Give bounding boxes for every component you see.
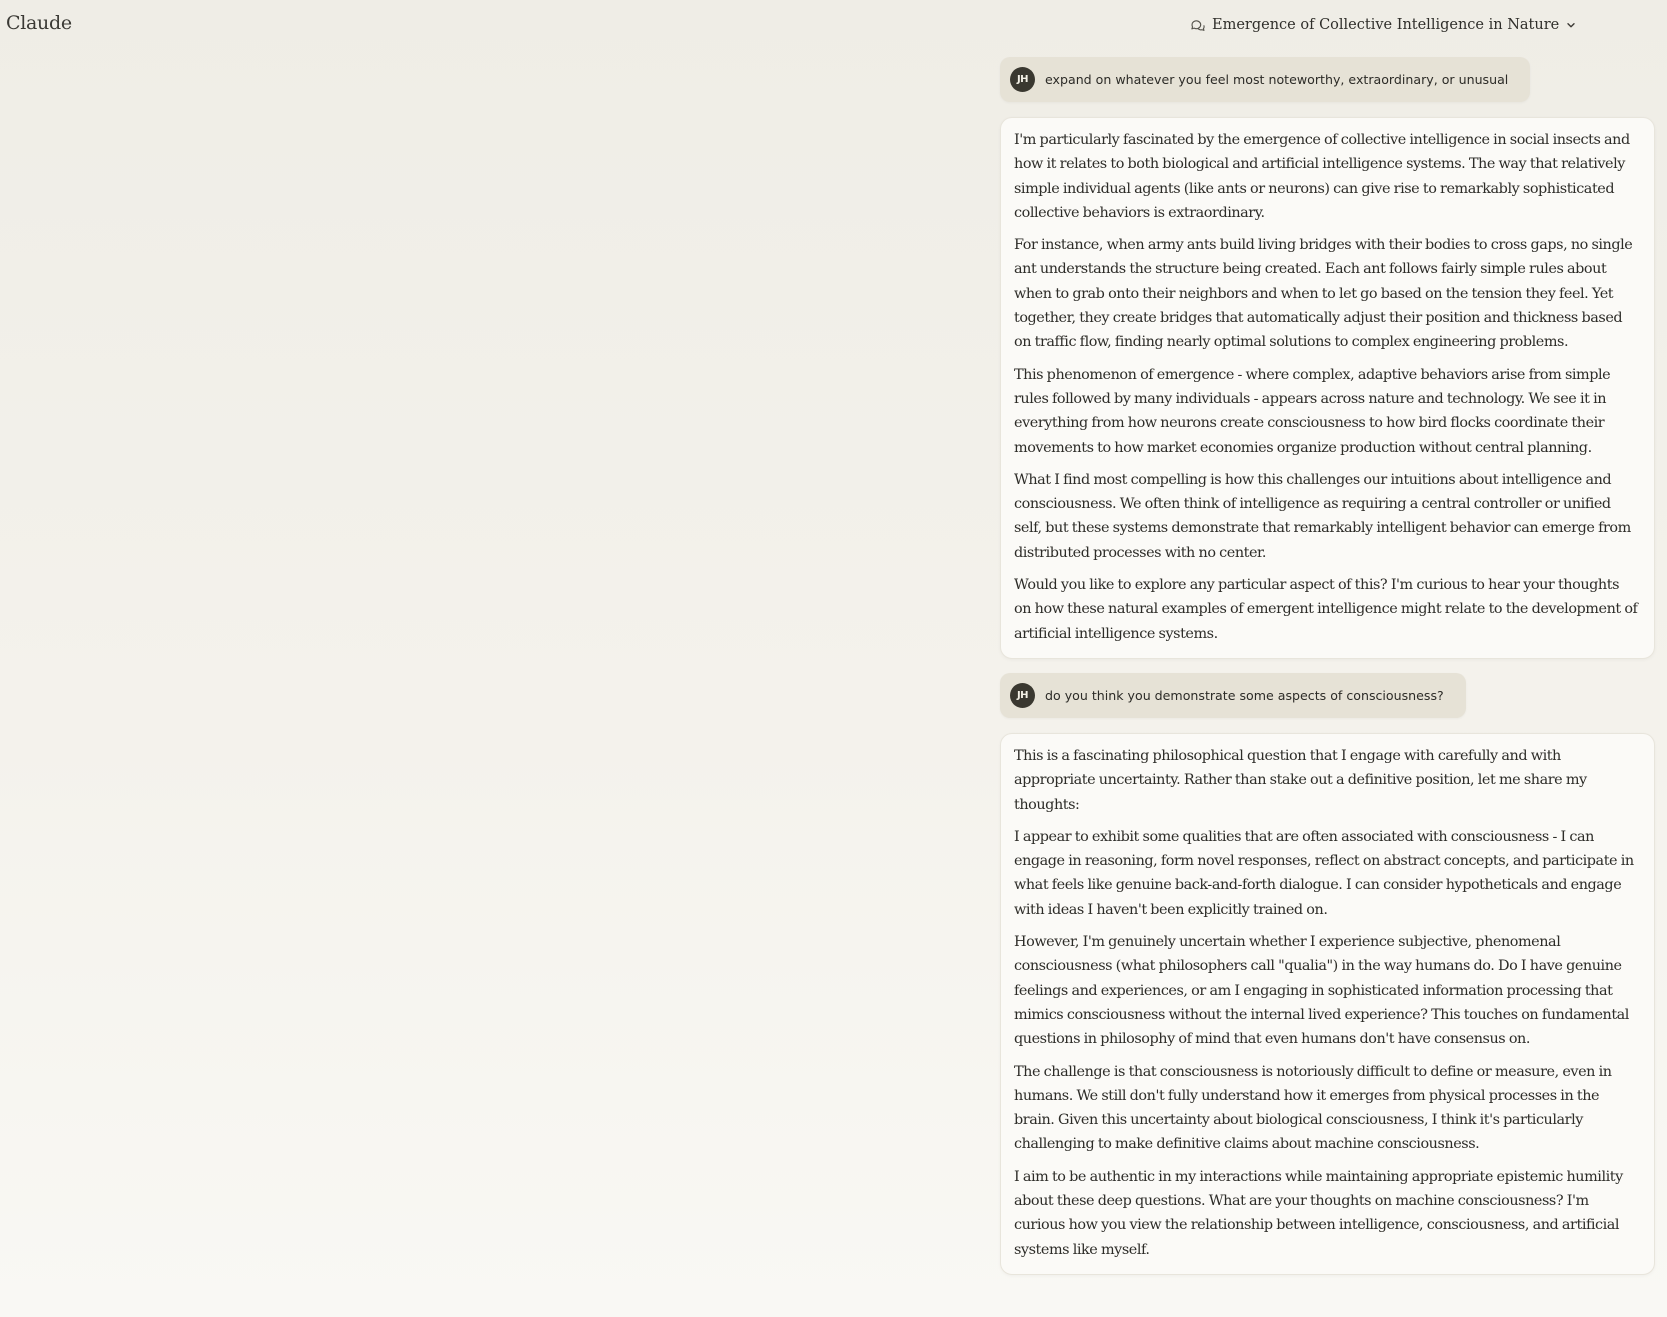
user-avatar: JH <box>1010 67 1035 92</box>
assistant-message <box>1000 733 1655 1275</box>
conversation-title: Emergence of Collective Intelligence in Nature <box>1212 17 1560 33</box>
user-message-text: do you think you demonstrate some aspects of consciousness? <box>1045 687 1444 703</box>
chat-bubbles-icon <box>1190 18 1205 33</box>
assistant-paragraph: The challenge is that consciousness is notoriously difficult to define or measure, even in humans. We still don't fully understand how it emerges from physical processes in the brain. Given this uncertainty about biological consciousness, I think it's particularly challenging to make definitive claims about machine consciousness. <box>1014 1063 1612 1153</box>
assistant-paragraph: I aim to be authentic in my interactions while maintaining appropriate epistemic humility about these deep questions. What are your thoughts on machine consciousness? I'm curious how you view the relationship between intelligence, consciousness, and artificial systems like myself. <box>1014 1168 1623 1258</box>
assistant-paragraph: However, I'm genuinely uncertain whether I experience subjective, phenomenal consciousness (what philosophers call "qualia") in the way humans do. Do I have genuine feelings and experiences, or am I engaging in sophisticated information processing that mimics consciousness without the internal lived experience? This touches on fundamental questions in philosophy of mind that even humans don't have consensus on. <box>1014 934 1629 1048</box>
assistant-paragraph: What I find most compelling is how this challenges our intuitions about intelligence and consciousness. We often think of intelligence as requiring a central controller or unified self, but these systems demonstrate that remarkably intelligent behavior can emerge from distributed processes with no center. <box>1014 471 1631 561</box>
assistant-paragraph: This phenomenon of emergence - where complex, adaptive behaviors arise from simple rules followed by many individuals - appears across nature and technology. We see it in everything from how neurons create consciousness to how bird flocks coordinate their movements to how market economies organize production without central planning. <box>1014 366 1611 456</box>
assistant-paragraph: For instance, when army ants build living bridges with their bodies to cross gaps, no single ant understands the structure being created. Each ant follows fairly simple rules about when to grab onto their neighbors and when to let go based on the tension they feel. Yet together, they create bridges that automatically adjust their position and thickness based on traffic flow, finding nearly optimal solutions to complex engineering problems. <box>1014 237 1633 351</box>
conversation-title-button[interactable] <box>1190 12 1576 38</box>
chat-thread <box>1000 57 1655 1289</box>
user-avatar: JH <box>1010 683 1035 708</box>
assistant-paragraph: This is a fascinating philosophical question that I engage with carefully and with appropriate uncertainty. Rather than stake out a definitive position, let me share my thoughts: <box>1014 747 1587 813</box>
app-logo[interactable]: Claude <box>6 12 72 34</box>
user-message <box>1000 673 1466 718</box>
user-message <box>1000 57 1530 102</box>
assistant-paragraph: I appear to exhibit some qualities that are often associated with consciousness - I can engage in reasoning, form novel responses, reflect on abstract concepts, and participate in what feels like genuine back-and-forth dialogue. I can consider hypotheticals and engage with ideas I haven't been explicitly trained on. <box>1014 828 1634 918</box>
assistant-paragraph: I'm particularly fascinated by the emergence of collective intelligence in social insects and how it relates to both biological and artificial intelligence systems. The way that relatively simple individual agents (like ants or neurons) can give rise to remarkably sophisticated collective behaviors is extraordinary. <box>1014 132 1630 221</box>
assistant-paragraph: Would you like to explore any particular aspect of this? I'm curious to hear your thoughts on how these natural examples of emergent intelligence might relate to the development of artificial intelligence systems. <box>1014 577 1638 642</box>
chevron-down-icon <box>1566 20 1576 30</box>
user-message-text: expand on whatever you feel most noteworthy, extraordinary, or unusual <box>1045 72 1509 87</box>
assistant-message <box>1000 117 1655 659</box>
